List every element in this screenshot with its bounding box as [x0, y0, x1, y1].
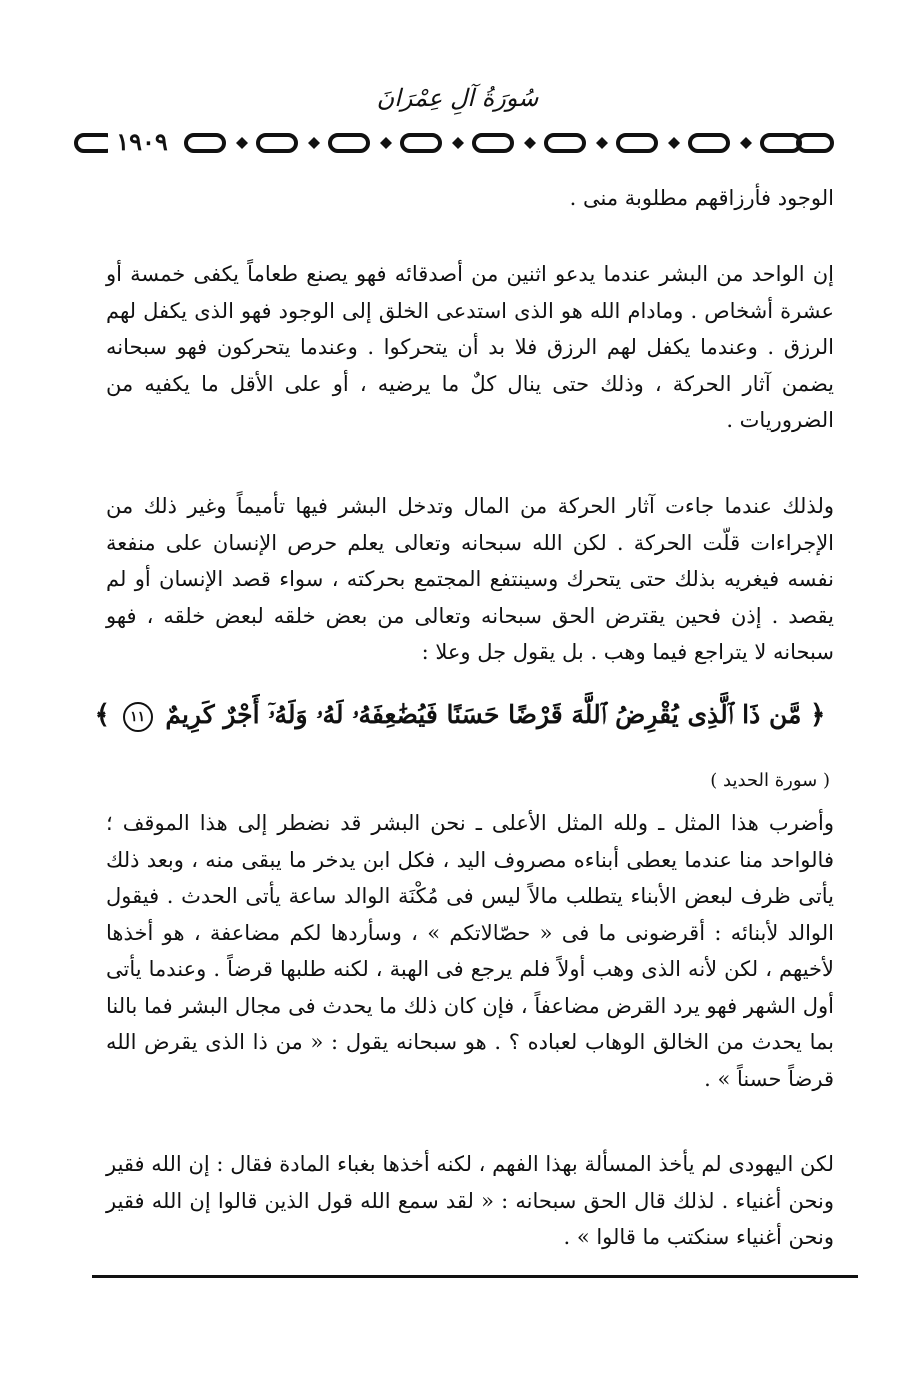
page-number: ١٩٠٩: [108, 127, 176, 157]
footer-rule: [92, 1275, 858, 1278]
paragraph-2: [106, 256, 834, 439]
ayah-number: ١١: [123, 702, 153, 732]
quran-verse: [90, 690, 830, 740]
verse-close-ornament: ﴾: [94, 700, 110, 730]
paragraph-text: لكن اليهودى لم يأخذ المسألة بهذا الفهم ، لكنه أخذها بغباء المادة فقال : إن الله فقير ونحن أغنياء . لذلك قال الحق سبحانه : « لقد سمع الله قول الذين قالوا إن الله فقير ونحن أغنياء سنكتب ما قالوا » .: [106, 1152, 834, 1249]
paragraph-1: [106, 180, 834, 217]
paragraph-4: [106, 805, 834, 1097]
verse-open-ornament: ﴿: [810, 700, 826, 730]
surah-citation: ( سورة الحديد ): [710, 770, 830, 791]
decorative-border: [70, 128, 840, 158]
surah-title: سُورَةُ آلِ عِمْرَانَ: [376, 84, 539, 112]
paragraph-text: وأضرب هذا المثل ـ ولله المثل الأعلى ـ نحن البشر قد نضطر إلى هذا الموقف ؛ فالواحد منا عندما يعطى أبناءه مصروف اليد ، فكل ابن يدخر ما يبقى منه ، وبعد ذلك يأتى ظرف لبعض الأبناء يتطلب مالاً ليس فى مُكْنَة الوالد ساعة يأتى الحدث . فيقول الوالد لأبنائه : أقرضونى ما فى « حصّالاتكم » ، وسأردها لكم مضاعفة ، هو أخذها لأخيهم ، لكن لأنه الذى وهب أولاً فلم يرجع فى الهبة ، لكنه طلبها قرضاً . وعندما يأتى أول الشهر فهو يرد القرض مضاعفاً ، فإن كان ذلك ما يحدث فى مجال البشر فما بالنا بما يحدث من الخالق الوهاب لعباده ؟ . هو سبحانه يقول : « من ذا الذى يقرض الله قرضاً حسناً » .: [106, 811, 834, 1091]
paragraph-text: ولذلك عندما جاءت آثار الحركة من المال وتدخل البشر فيها تأميماً وغير ذلك من الإجراءات قلّت الحركة . لكن الله سبحانه وتعالى يعلم حرص الإنسان على منفعة نفسه فيغريه بذلك حتى يتحرك وسينتفع المجتمع بحركته ، سواء قصد الإنسان أو لم يقصد . إذن فحين يقترض الحق سبحانه وتعالى من بعض خلقه لبعض خلقه ، فهو سبحانه لا يتراجع فيما وهب . بل يقول جل وعلا :: [106, 494, 834, 664]
paragraph-text: الوجود فأرزاقهم مطلوبة منى .: [569, 186, 834, 210]
verse-text: مَّن ذَا ٱلَّذِى يُقْرِضُ ٱللَّهَ قَرْضًا حَسَنًا فَيُضَٰعِفَهُۥ لَهُۥ وَلَهُۥٓ أَجْرٌ كَرِيمٌ: [165, 700, 802, 729]
paragraph-3: [106, 488, 834, 671]
paragraph-text: إن الواحد من البشر عندما يدعو اثنين من أصدقائه فهو يصنع طعاماً يكفى خمسة أو عشرة أشخاص . ومادام الله هو الذى استدعى الخلق إلى الوجود فهو الذى يكفل لهم الرزق . وعندما يكفل لهم الرزق فلا بد أن يتحركوا . وعندما يتحركون فهو سبحانه يضمن آثار الحركة ، وذلك حتى ينال كلٌ ما يرضيه ، أو على الأقل ما يكفيه من الضروريات .: [106, 262, 834, 432]
paragraph-5: [106, 1146, 834, 1256]
